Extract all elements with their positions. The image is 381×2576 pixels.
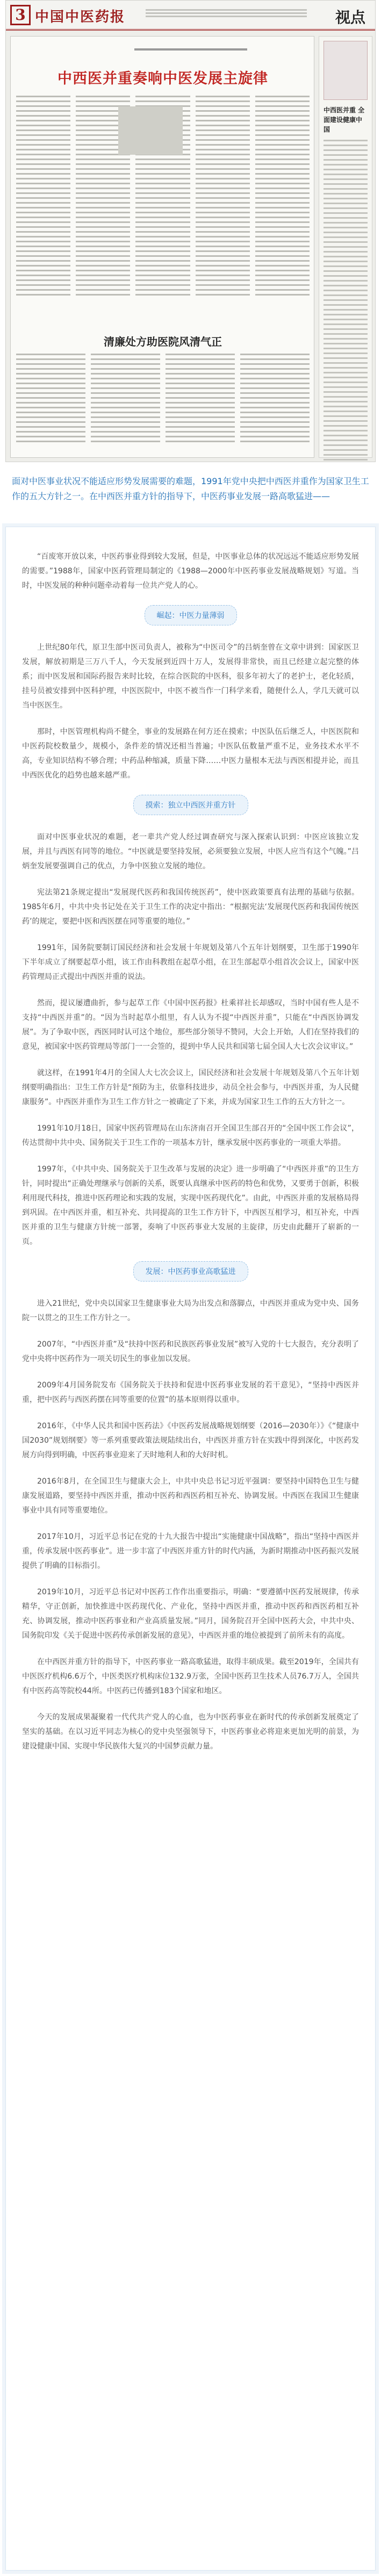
paragraph: 1997年，《中共中央、国务院关于卫生改革与发展的决定》进一步明确了“中西医并重”的卫生方针，同时提出“正确处理继承与创新的关系，既要认真继承中医药的特色和优势，又要勇于创新，积极利用现代科技，推进中医药理论和实践的发展，实现中医药现代化”。由此，中西医并重的发展格局得到巩固。在中西医并重，相互补充、共同提高的卫生工作方针下，中西医互相学习，相互补充，中西医并重的卫生与健康方针统一部署，奏响了中医药事业大发展的主旋律，历史由此翻开了崭新的一页。 [22, 1165, 359, 1246]
paragraph: 上世纪80年代，原卫生部中医司负责人，被称为“中医司令”的吕炳奎曾在文章中讲到：国家医卫发展，解放初期是三万八千人，今天发展到近四十万人，发展得非常快，而且已经建立起完整的体系；而中医发展和国际药报告来时比较，在综合医院的中医科，很多年初大了的老护士，老化轻质，挂号员被安排到中医科护理，中医医院中，中医不被当作一门科学来看，随便什么人，学几天就可以当中医医生。 [22, 643, 359, 710]
paragraph: 2009年4月国务院发布《国务院关于扶持和促进中医药事业发展的若干意见》，“坚持中西医并重，把中医药与西医药摆在同等重要的位置”的基本原则得以重申。 [22, 1381, 359, 1404]
paragraph: 2017年10月，习近平总书记在党的十九大报告中提出“实施健康中国战略”，指出“坚持中西医并重，传承发展中医药事业”。进一步丰富了中西医并重方针的时代内涵，为新时期推动中医药振兴发展提供了明确的目标指引。 [22, 1532, 359, 1570]
section-header [6, 795, 375, 815]
paragraph: 今天的发展成果凝聚着一代代共产党人的心血，也为中医药事业在新时代的传承创新发展奠定了坚实的基础。在以习近平同志为核心的党中央坚强领导下，中医药事业必将迎来更加光明的前景，为建设健康中国、实现中华民族伟大复兴的中国梦贡献力量。 [22, 1713, 359, 1751]
paragraph: 在中西医并重方针的指导下，中医药事业一路高歌猛进，取得丰硕成果。截至2019年，全国共有中医医疗机构6.6万个，中医类医疗机构床位132.9万张，全国中医药卫生技术人员76.7万人，全国共有中医药高等院校44所。中医药已传播到183个国家和地区。 [22, 1658, 359, 1695]
paragraph: 面对中医事业状况的难题，老一辈共产党人经过调查研究与深入探索认识到：中医应该独立发展，并且与西医有同等的地位。“中医就是要坚持发展，必须要独立发展，中医人应当有这个气魄。”吕炳奎发展要强调自己的优点，力争中医独立发展的地位。 [22, 833, 359, 870]
paragraph: 1991年，国务院要制订国民经济和社会发展十年规划及第八个五年计划纲要，卫生部于1990年下半年成立了纲要起草小组，该工作由科教组在起草小组，在卫生部起草小组首次会议上，国家中医药管理局正式提出中西医并重的说法。 [22, 944, 359, 981]
article-caption: 面对中医事业状况不能适应形势发展需要的难题，1991年党中央把中西医并重作为国家卫生工作的五大方针之一。在中西医并重方针的指导下，中医药事业发展一路高歌猛进—— [12, 476, 369, 501]
paragraph: “百废寒开放以来，中医药事业得到较大发展，但是，中医事业总体的状况远远不能适应形势发展的需要。”1988年，国家中医药管理局制定的《1988—2000年中医药事业发展战略规划》写道。当时，中医发展的种种问题牵动着每一位共产党人的心。 [22, 552, 359, 590]
paragraph: 2007年，“中西医并重”及“扶持中医药和民族医药事业发展”被写入党的十七大报告，充分表明了党中央将中医药作为一项关切民生的事业加以发展。 [22, 1340, 359, 1363]
paragraph: 就这样，在1991年4月的全国人大七次会议上，国民经济和社会发展十年规划及第八个五年计划纲要明确指出：卫生工作方针是“预防为主，依靠科技进步，动员全社会参与，中西医并重，为人民健康服务”。中西医并重作为卫生工作方针之一被确定了下来，并成为国家卫生工作的五大方针之一。 [22, 1069, 359, 1106]
newspaper-headline: 中西医并重奏响中医发展主旋律 [57, 70, 268, 87]
paragraph: 2016年，《中华人民共和国中医药法》《中医药发展战略规划纲要（2016—2030年）》《“健康中国2030”规划纲要》等一系列重要政策法规陆续出台，中西医并重方针在实践中得到深化，中医药发展方向得到明确，中医药事业迎来了天时地利人和的大好时机。 [22, 1422, 359, 1459]
newspaper-masthead [6, 1, 375, 31]
page-number: 3 [10, 5, 31, 25]
masthead-info-lines [146, 9, 307, 22]
section-title: 摸索：独立中西医并重方针 [133, 795, 248, 815]
paragraph: 2019年10月，习近平总书记对中医药工作作出重要指示，明确：“要遵循中医药发展规律，传承精华，守正创新，加快推进中医药现代化、产业化，坚持中西医并重，推动中医药和西医药相互补充、协调发展，推动中医药事业和产业高质量发展。”同月，国务院召开全国中医药大会，中共中央、国务院印发《关于促进中医药传承创新发展的意见》，中西医并重的地位被提到了前所未有的高度。 [22, 1588, 359, 1640]
section-title: 崛起：中医力量薄弱 [145, 605, 237, 625]
article-text-columns-2 [16, 354, 310, 454]
newspaper-side-column [319, 36, 372, 458]
article-card [5, 527, 376, 2571]
paragraph: 那时，中医管理机构尚不健全，事业的发展路在何方还在摸索；中医队伍后继乏人，中医医院和中医药院校数量少，规模小，条件差的情况还相当普遍；中医队伍数量严重不足，业务技术水平不高，专业知识结构不够合理；中药品种缩减，质量下降……中医力量根本无法与西医相提并论，而且中西医优化的趋势也越来越严重。 [22, 728, 359, 780]
side-column-title: 中西医并重 全面建设健康中国 [324, 106, 365, 133]
kicker-line [134, 48, 247, 51]
side-column-box [324, 41, 368, 100]
section-header [6, 605, 375, 625]
section-header [6, 1261, 375, 1282]
newspaper-main-article [10, 36, 314, 458]
paragraph: 然而，提议屡遭曲折，参与起草工作《中国中医药报》杜乘祥社长却感叹，当时中国有些人是不支持“中西医并重”的。“因为当时起草小组里，有人认为不提“中西医并重”，只能在“中西医协调发展”。为了争取中医，西医同时认可这个地位，那些部分领导不赞同，大会上开始，人们在坚持我们的意见，被国家中医药管理局等部门一一会签的，提到中华人民共和国第七届全国人大七次会议审议。” [22, 999, 359, 1051]
section-title: 发展：中医药事业高歌猛进 [133, 1261, 248, 1282]
article-photo [118, 106, 183, 155]
newspaper-clipping [5, 0, 376, 462]
paragraph: 宪法第21条规定提出“发展现代医药和我国传统医药”，使中医政策要真有法理的基础与依据。1985年6月，中共中央书记处在关于卫生工作的决定中指出：“根据宪法‘发展现代医药和我国传统医药’的规定，要把中医和西医摆在同等重要的地位。” [22, 888, 359, 926]
newspaper-subheadline: 清廉处方助医院风清气正 [104, 335, 222, 348]
paragraph: 进入21世纪，党中央以国家卫生健康事业大局为出发点和落脚点，中西医并重成为党中央、国务院一以贯之的卫生工作方针之一。 [22, 1299, 359, 1322]
paragraph: 2016年8月，在全国卫生与健康大会上，中共中央总书记习近平强调：要坚持中国特色卫生与健康发展道路，要坚持中西医并重，推动中医药和西医药相互补充、协调发展。中西医在我国卫生健康事业中具有同等重要地位。 [22, 1477, 359, 1515]
section-name: 视点 [335, 9, 365, 26]
newspaper-name: 中国中医药报 [35, 9, 126, 25]
paragraph: 1991年10月18日，国家中医药管理局在山东济南召开全国卫生部召开的“全国中医工作会议”，传达贯彻中共中央、国务院关于卫生工作的一项基本方针，继承发展中医药事业的一项重大举措。 [22, 1124, 359, 1147]
